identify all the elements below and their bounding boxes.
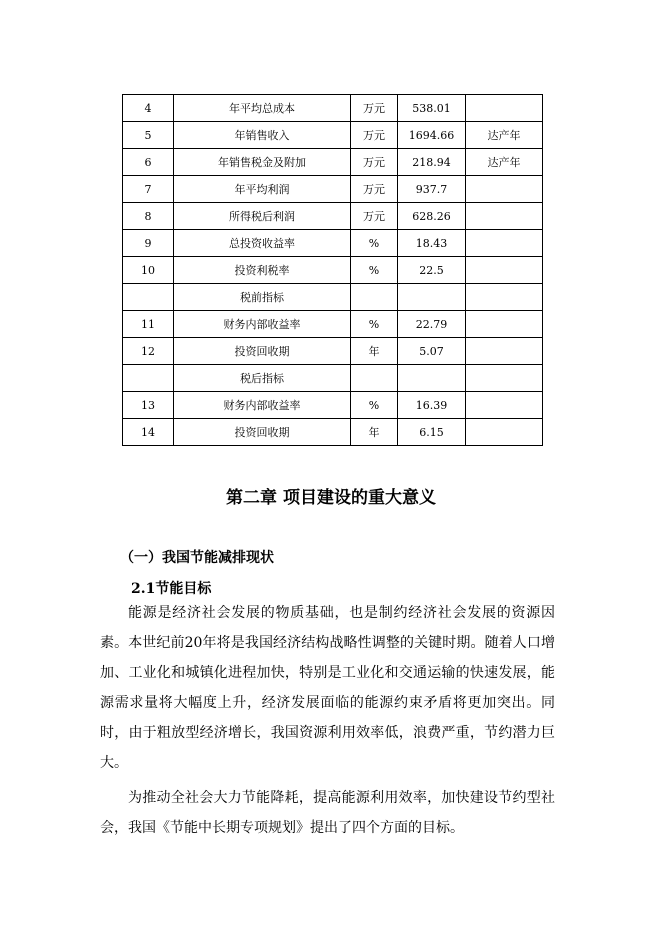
cell-note <box>466 419 543 446</box>
cell-unit <box>351 284 398 311</box>
cell-note <box>466 392 543 419</box>
cell-row-number: 7 <box>123 176 174 203</box>
cell-unit: 年 <box>351 338 398 365</box>
cell-value <box>398 365 466 392</box>
table-row <box>123 338 543 365</box>
cell-row-number: 8 <box>123 203 174 230</box>
cell-row-number: 13 <box>123 392 174 419</box>
cell-value <box>398 284 466 311</box>
cell-value: 1694.66 <box>398 122 466 149</box>
cell-unit: % <box>351 311 398 338</box>
cell-unit: % <box>351 230 398 257</box>
table-row <box>123 176 543 203</box>
table-row <box>123 203 543 230</box>
cell-row-number: 9 <box>123 230 174 257</box>
cell-value: 18.43 <box>398 230 466 257</box>
cell-row-number: 14 <box>123 419 174 446</box>
cell-row-number: 11 <box>123 311 174 338</box>
cell-value: 6.15 <box>398 419 466 446</box>
cell-row-number: 4 <box>123 95 174 122</box>
cell-indicator-name: 所得税后利润 <box>174 203 351 230</box>
cell-indicator-name: 投资回收期 <box>174 338 351 365</box>
subsection-heading: 2.1节能目标 <box>131 581 212 597</box>
cell-indicator-name: 年平均利润 <box>174 176 351 203</box>
cell-value: 22.5 <box>398 257 466 284</box>
cell-note: 达产年 <box>466 122 543 149</box>
cell-row-number: 12 <box>123 338 174 365</box>
cell-note <box>466 311 543 338</box>
cell-row-number <box>123 365 174 392</box>
table-row <box>123 122 543 149</box>
cell-indicator-name: 年销售税金及附加 <box>174 149 351 176</box>
cell-value: 628.26 <box>398 203 466 230</box>
cell-note <box>466 176 543 203</box>
table-row <box>123 230 543 257</box>
cell-row-number: 5 <box>123 122 174 149</box>
cell-indicator-name: 总投资收益率 <box>174 230 351 257</box>
cell-value: 5.07 <box>398 338 466 365</box>
cell-indicator-name: 财务内部收益率 <box>174 392 351 419</box>
cell-note <box>466 230 543 257</box>
cell-value: 16.39 <box>398 392 466 419</box>
table-row <box>123 311 543 338</box>
cell-indicator-name: 投资回收期 <box>174 419 351 446</box>
cell-value: 218.94 <box>398 149 466 176</box>
table-row <box>123 95 543 122</box>
paragraph-energy-basis: 能源是经济社会发展的物质基础，也是制约经济社会发展的资源因素。本世纪前20年将是我国经济结构战略性调整的关键时期。随着人口增加、工业化和城镇化进程加快，特别是工业化和交通运输的快速发展，能源需求量将大幅度上升，经济发展面临的能源约束矛盾将更加突出。同时，由于粗放型经济增长，我国资源利用效率低，浪费严重，节约潜力巨大。 <box>100 605 555 771</box>
cell-note <box>466 257 543 284</box>
cell-unit: 万元 <box>351 122 398 149</box>
cell-indicator-name: 财务内部收益率 <box>174 311 351 338</box>
cell-indicator-name: 年销售收入 <box>174 122 351 149</box>
table-row <box>123 257 543 284</box>
cell-note <box>466 284 543 311</box>
cell-unit: 万元 <box>351 203 398 230</box>
table-row <box>123 365 543 392</box>
cell-value: 538.01 <box>398 95 466 122</box>
cell-indicator-name: 税后指标 <box>174 365 351 392</box>
cell-note <box>466 203 543 230</box>
paragraph-energy-plan: 为推动全社会大力节能降耗，提高能源利用效率，加快建设节约型社会，我国《节能中长期专项规划》提出了四个方面的目标。 <box>100 790 555 836</box>
cell-note <box>466 338 543 365</box>
cell-unit: 年 <box>351 419 398 446</box>
cell-unit: % <box>351 392 398 419</box>
cell-unit: 万元 <box>351 176 398 203</box>
cell-indicator-name: 投资利税率 <box>174 257 351 284</box>
cell-unit: % <box>351 257 398 284</box>
cell-value: 22.79 <box>398 311 466 338</box>
cell-row-number: 10 <box>123 257 174 284</box>
chapter-title: 第二章 项目建设的重大意义 <box>226 488 436 508</box>
cell-unit <box>351 365 398 392</box>
cell-row-number <box>123 284 174 311</box>
cell-note <box>466 365 543 392</box>
table-row <box>123 284 543 311</box>
indicator-table-body <box>123 95 543 446</box>
cell-indicator-name: 税前指标 <box>174 284 351 311</box>
section-heading: （一）我国节能减排现状 <box>120 550 274 566</box>
cell-note: 达产年 <box>466 149 543 176</box>
table-row <box>123 419 543 446</box>
cell-indicator-name: 年平均总成本 <box>174 95 351 122</box>
table-row <box>123 149 543 176</box>
cell-row-number: 6 <box>123 149 174 176</box>
cell-note <box>466 95 543 122</box>
cell-unit: 万元 <box>351 95 398 122</box>
cell-value: 937.7 <box>398 176 466 203</box>
indicator-table <box>122 94 543 446</box>
table-row <box>123 392 543 419</box>
cell-unit: 万元 <box>351 149 398 176</box>
